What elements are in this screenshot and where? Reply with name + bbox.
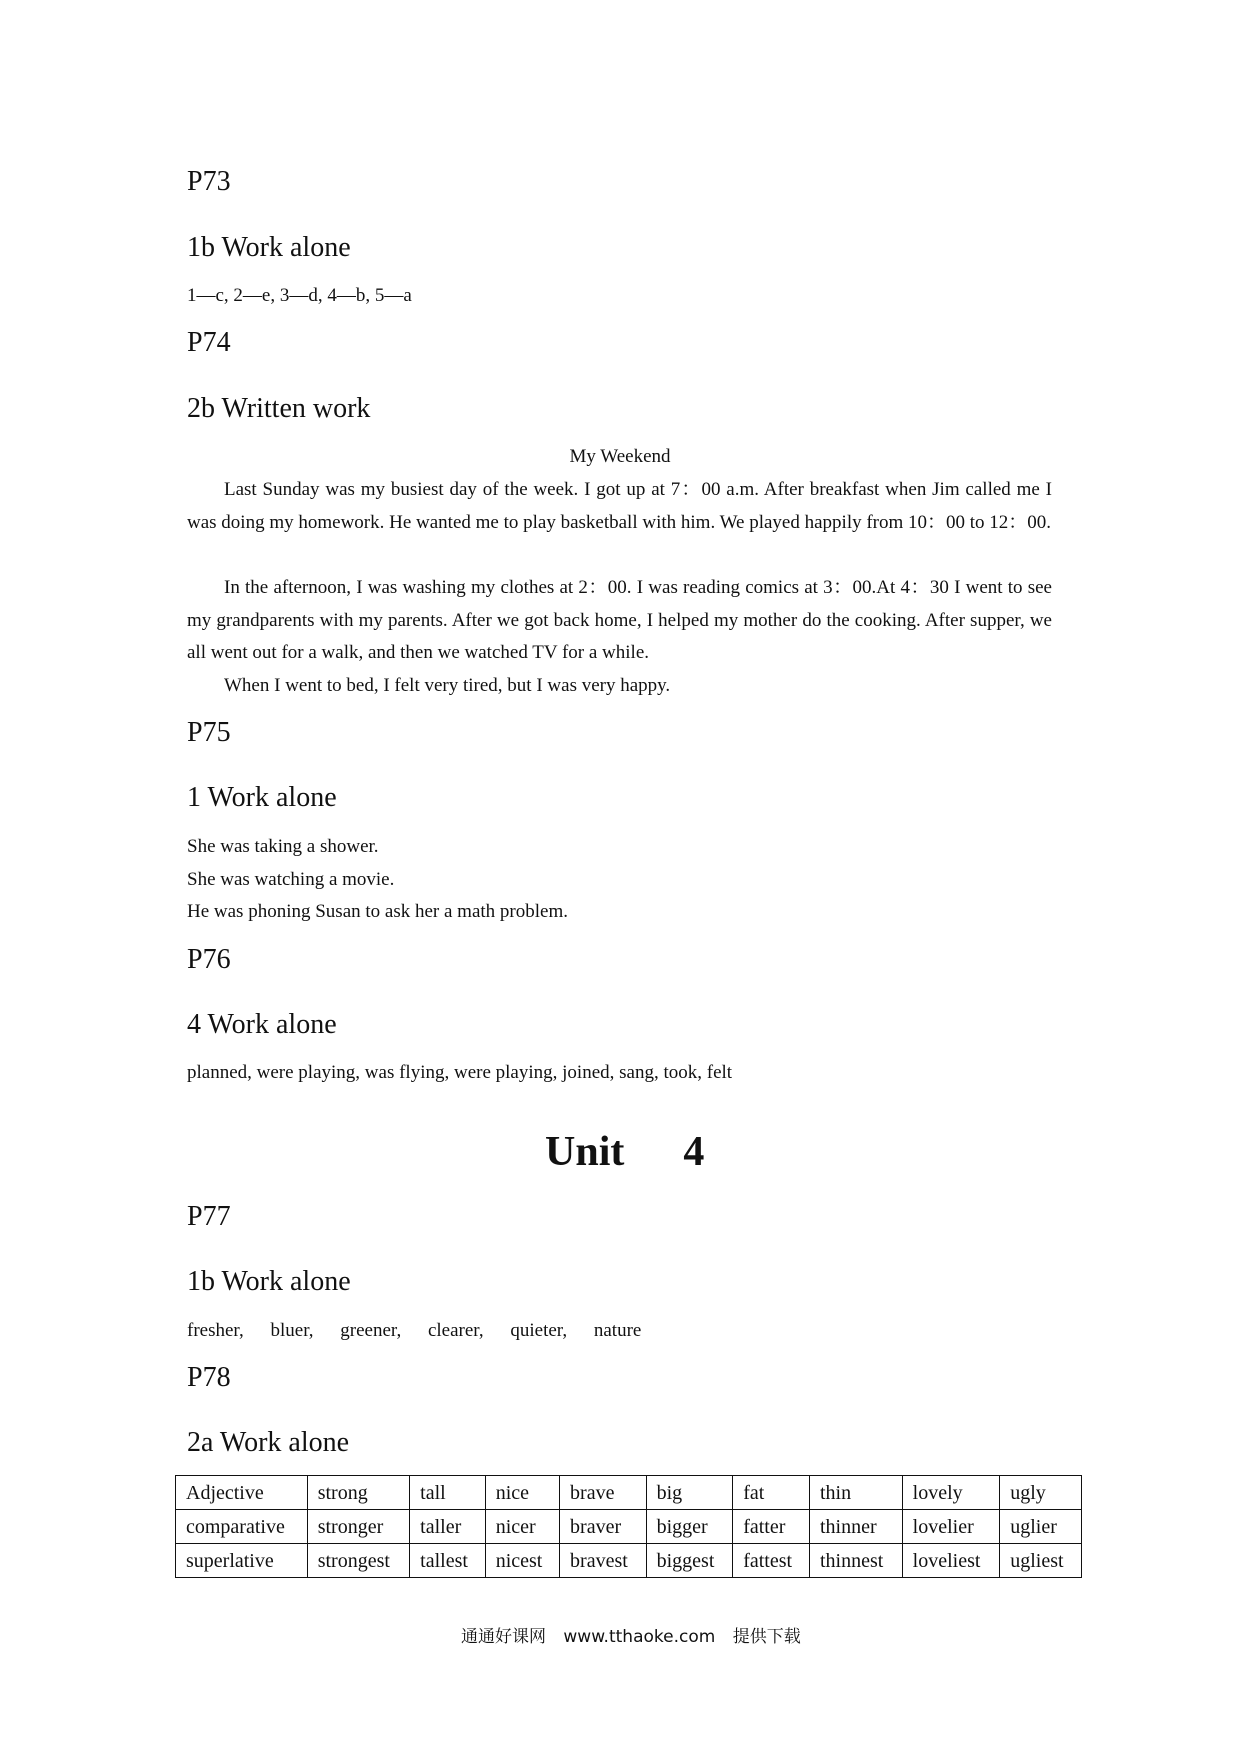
essay-paragraph-1 xyxy=(187,474,1052,539)
essay-paragraph-2 xyxy=(187,572,1052,670)
table-row xyxy=(176,1510,1082,1544)
word-6: nature xyxy=(593,1320,642,1341)
table-cell: comparative xyxy=(176,1510,308,1544)
essay-paragraph-1-text: Last Sunday was my busiest day of the week. I got up at 7：00 a.m. After breakfast when Jim called me I was doing my homework. He wanted me to play basketball with him. We played happily from 10：00 to 12：00. xyxy=(187,479,1052,533)
table-cell: tallest xyxy=(410,1544,486,1578)
table-cell: thinner xyxy=(809,1510,902,1544)
table-cell: bravest xyxy=(560,1544,647,1578)
table-cell: fattest xyxy=(733,1544,810,1578)
essay-paragraph-2-text: In the afternoon, I was washing my clothes at 2：00. I was reading comics at 3：00.At 4：30 I went to see my grandparents with my parents. After we got back home, I helped my mother do the cooking. After supper, we all went out for a walk, and then we watched TV for a while. xyxy=(187,577,1052,663)
table-cell: ugly xyxy=(1000,1476,1082,1510)
section-heading-2a: 2a Work alone xyxy=(187,1427,350,1458)
page-label-p77: P77 xyxy=(187,1201,231,1232)
essay-paragraph-3 xyxy=(187,670,1052,703)
word-1: fresher, xyxy=(187,1320,244,1341)
table-cell: taller xyxy=(410,1510,486,1544)
table-cell: Adjective xyxy=(176,1476,308,1510)
table-cell: fat xyxy=(733,1476,810,1510)
table-cell: lovely xyxy=(902,1476,1000,1510)
table-cell: loveliest xyxy=(902,1544,1000,1578)
table-cell: braver xyxy=(560,1510,647,1544)
unit-word: Unit xyxy=(545,1129,625,1175)
table-cell: nicest xyxy=(485,1544,559,1578)
table-row xyxy=(176,1476,1082,1510)
sentence-3: He was phoning Susan to ask her a math problem. xyxy=(187,901,568,922)
sentence-2: She was watching a movie. xyxy=(187,868,395,890)
table-cell: nicer xyxy=(485,1510,559,1544)
word-3: greener, xyxy=(340,1320,402,1341)
essay-paragraph-3-text: When I went to bed, I felt very tired, but I was very happy. xyxy=(224,675,671,696)
table-row xyxy=(176,1544,1082,1578)
sentence-list xyxy=(187,831,568,929)
section-heading-2b: 2b Written work xyxy=(187,393,371,424)
table-cell: stronger xyxy=(307,1510,409,1544)
table-cell: biggest xyxy=(646,1544,733,1578)
table-cell: ugliest xyxy=(1000,1544,1082,1578)
sentence-1: She was taking a shower. xyxy=(187,836,379,857)
footer-site-name: 通通好课网 xyxy=(461,1627,546,1647)
word-list xyxy=(187,1320,663,1342)
table-cell: thin xyxy=(809,1476,902,1510)
section-heading-1b: 1b Work alone xyxy=(187,232,351,263)
page-label-p78: P78 xyxy=(187,1362,231,1393)
unit-number: 4 xyxy=(683,1129,705,1175)
table-cell: lovelier xyxy=(902,1510,1000,1544)
table-cell: fatter xyxy=(733,1510,810,1544)
table-cell: tall xyxy=(410,1476,486,1510)
table-cell: strongest xyxy=(307,1544,409,1578)
page-label-p75: P75 xyxy=(187,717,231,748)
table-cell: bigger xyxy=(646,1510,733,1544)
essay-title: My Weekend xyxy=(569,446,671,467)
footer-suffix: 提供下载 xyxy=(732,1627,801,1647)
table-cell: thinnest xyxy=(809,1544,902,1578)
table-cell: superlative xyxy=(176,1544,308,1578)
word-5: quieter, xyxy=(510,1320,568,1341)
footer-url: www.tthaoke.com xyxy=(563,1627,716,1647)
answers-p73: 1—c, 2—e, 3—d, 4—b, 5—a xyxy=(187,285,412,306)
table-cell: big xyxy=(646,1476,733,1510)
section-heading-1b-unit4: 1b Work alone xyxy=(187,1266,351,1297)
answers-p76: planned, were playing, was flying, were playing, joined, sang, took, felt xyxy=(187,1062,733,1083)
table-cell: uglier xyxy=(1000,1510,1082,1544)
unit-title xyxy=(545,1128,704,1176)
page-label-p74: P74 xyxy=(187,327,231,358)
section-heading-4: 4 Work alone xyxy=(187,1009,337,1040)
word-2: bluer, xyxy=(270,1320,314,1341)
page-footer xyxy=(455,1622,807,1647)
adjective-forms-table xyxy=(175,1475,1082,1578)
page-label-p73: P73 xyxy=(187,166,231,197)
table-cell: strong xyxy=(307,1476,409,1510)
word-4: clearer, xyxy=(427,1320,484,1341)
page-label-p76: P76 xyxy=(187,944,231,975)
table-cell: brave xyxy=(560,1476,647,1510)
section-heading-1: 1 Work alone xyxy=(187,782,337,813)
table-cell: nice xyxy=(485,1476,559,1510)
